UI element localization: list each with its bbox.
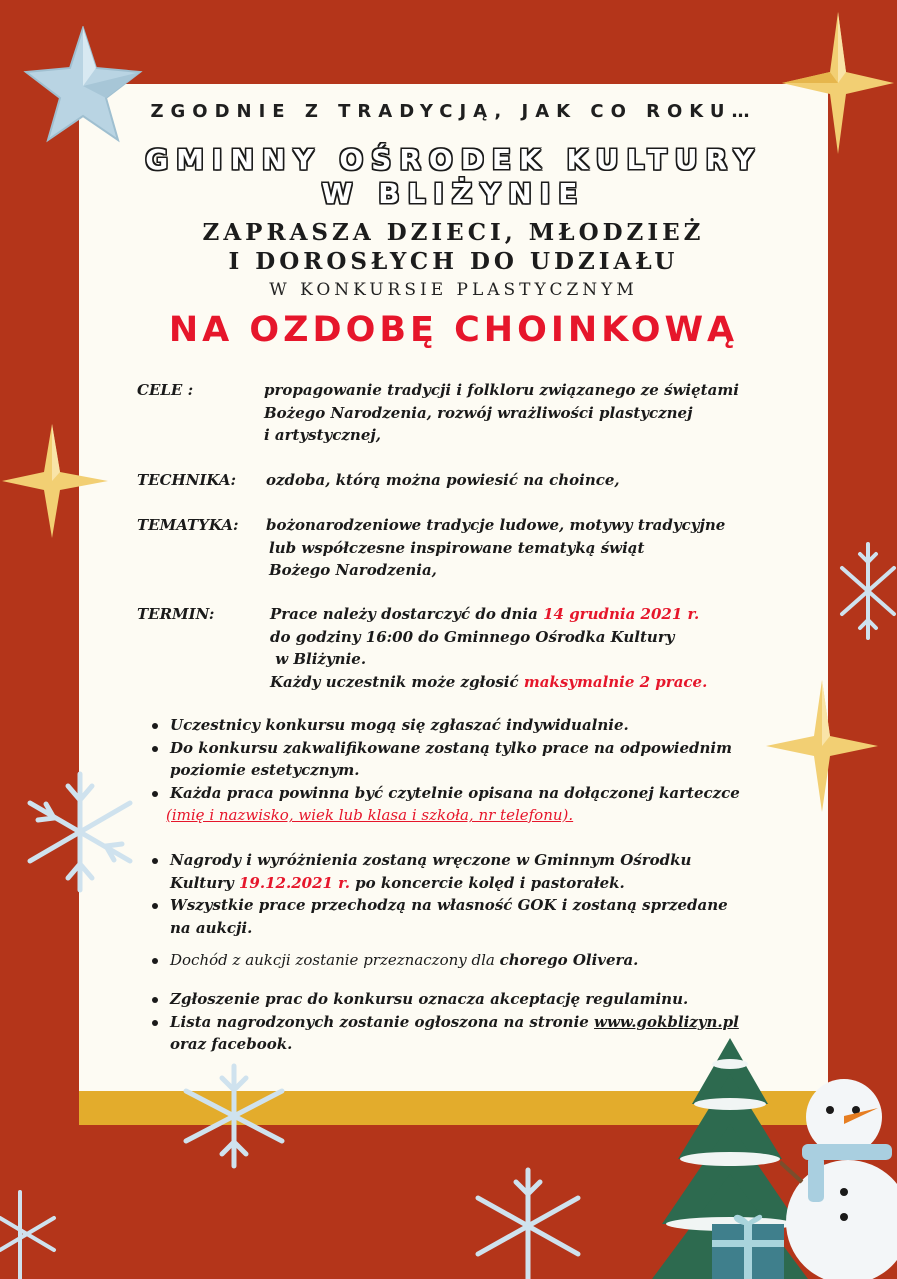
rule-item xyxy=(146,1011,739,1056)
rule-text: poziomie estetycznym. xyxy=(170,761,360,779)
gift-box-icon xyxy=(708,1210,788,1279)
rule-text: Każda praca powinna być czytelnie opisana na dołączonej karteczce xyxy=(170,783,740,802)
rule-item xyxy=(146,949,638,972)
organizer-name-line1: GMINNY OŚRODEK KULTURY xyxy=(145,143,762,176)
rule-text: Do konkursu zakwalifikowane zostaną tylko prace na odpowiednim xyxy=(170,738,732,757)
intro-heading: ZGODNIE Z TRADYCJĄ, JAK CO ROKU… xyxy=(150,101,757,122)
rules-list-2 xyxy=(146,849,728,939)
termin-line: w Bliżynie. xyxy=(270,650,367,668)
rule-item xyxy=(146,737,740,782)
snowflake-icon xyxy=(838,540,897,642)
rule-item xyxy=(146,988,739,1011)
invite-line2: I DOROSŁYCH DO UDZIAŁU xyxy=(228,248,679,275)
termin-label: TERMIN: xyxy=(137,605,215,623)
rule-item xyxy=(146,894,728,939)
rule-text: Uczestnicy konkursu mogą się zgłaszać indywidualnie. xyxy=(170,716,629,734)
tematyka-line: lub współczesne inspirowane tematyką świąt xyxy=(269,538,645,557)
rules-list-1 xyxy=(146,714,740,827)
snowflake-icon xyxy=(472,1164,584,1279)
tematyka-label: TEMATYKA: xyxy=(137,516,239,534)
contest-title: NA OZDOBĘ CHOINKOWĄ xyxy=(168,310,739,350)
max-entries: maksymalnie 2 prace. xyxy=(523,672,708,691)
cele-description xyxy=(264,379,739,447)
technika-description: ozdoba, którą można powiesić na choince, xyxy=(266,471,620,489)
gold-star-icon xyxy=(0,420,112,542)
rule-text: na aukcji. xyxy=(170,918,253,937)
rule-item xyxy=(146,849,728,894)
rules-list-3 xyxy=(146,949,638,972)
rule-text: po koncercie kolęd i pastorałek. xyxy=(349,873,625,892)
organizer-name-line2: W BLIŻYNIE xyxy=(321,177,586,210)
cele-label: CELE : xyxy=(137,381,194,399)
cele-line: i artystycznej, xyxy=(264,426,382,444)
award-date: 19.12.2021 r. xyxy=(239,873,350,892)
snowflake-icon xyxy=(180,1060,288,1172)
rule-text: Wszystkie prace przechodzą na własność GOK i zostaną sprzedane xyxy=(170,896,728,914)
rule-text: Dochód z aukcji zostanie przeznaczony dla xyxy=(170,951,500,969)
rule-text: Lista nagrodzonych zostanie ogłoszona na stronie xyxy=(170,1012,595,1031)
termin-line: do godziny 16:00 do Gminnego Ośrodka Kultury xyxy=(270,627,675,646)
termin-line xyxy=(270,671,707,694)
rule-text: Nagrody i wyróżnienia zostaną wręczone w Gminnym Ośrodku xyxy=(170,851,692,869)
deadline-date: 14 grudnia 2021 r. xyxy=(543,605,700,623)
contest-subtitle: W KONKURSIE PLASTYCZNYM xyxy=(269,280,638,300)
tematyka-description xyxy=(266,514,725,582)
snowman-icon xyxy=(780,1072,897,1279)
rule-item xyxy=(146,714,740,737)
technika-label: TECHNIKA: xyxy=(137,471,237,489)
blue-star-icon xyxy=(22,26,144,144)
termin-text: Każdy uczestnik może zgłosić xyxy=(270,672,524,691)
tematyka-line: Bożego Narodzenia, xyxy=(269,561,437,579)
termin-text: Prace należy dostarczyć do dnia xyxy=(270,605,544,623)
rule-text: oraz facebook. xyxy=(170,1035,293,1053)
cele-line: Bożego Narodzenia, rozwój wrażliwości plastycznej xyxy=(264,403,693,422)
termin-description xyxy=(270,603,707,693)
rule-item xyxy=(146,782,740,827)
website-link[interactable]: www.gokblizyn.pl xyxy=(594,1012,739,1031)
rules-list-4 xyxy=(146,988,739,1056)
gold-star-icon xyxy=(778,8,897,158)
tematyka-line: bożonarodzeniowe tradycje ludowe, motywy tradycyjne xyxy=(266,516,726,534)
gold-star-icon xyxy=(762,676,882,816)
beneficiary-name: chorego Olivera. xyxy=(499,951,639,969)
snowflake-icon xyxy=(24,768,136,896)
invite-line1: ZAPRASZA DZIECI, MŁODZIEŻ xyxy=(202,219,705,246)
termin-line xyxy=(270,603,707,626)
cele-line: propagowanie tradycji i folkloru związanego ze świętami xyxy=(264,381,739,399)
rule-text: Zgłoszenie prac do konkursu oznacza akceptację regulaminu. xyxy=(170,990,689,1008)
rule-text: Kultury xyxy=(170,873,239,892)
snowflake-icon xyxy=(0,1188,58,1279)
label-info-note: (imię i nazwisko, wiek lub klasa i szkoła, nr telefonu). xyxy=(166,806,574,824)
